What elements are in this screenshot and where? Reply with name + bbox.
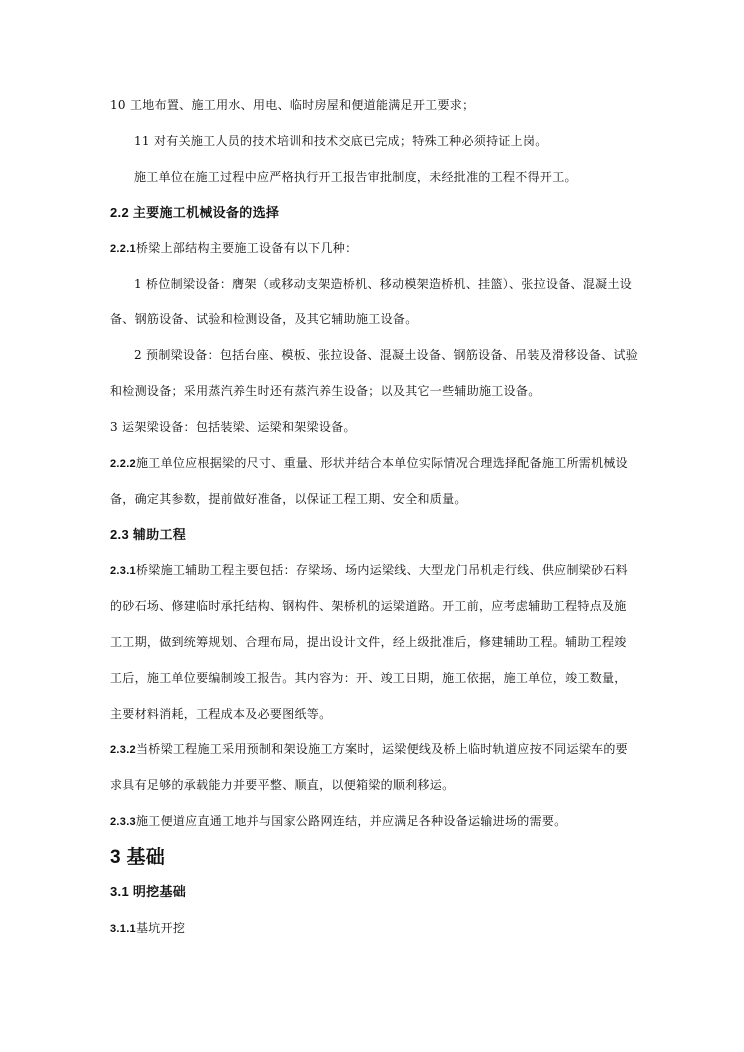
paragraph-line: 的砂石场、修建临时承托结构、钢构件、架桥机的运梁道路。开工前，应考虑辅助工程特点及施 [110,599,627,613]
clause-number: 2.3.2 [110,744,136,756]
section-heading-3-1: 3.1 明挖基础 [110,884,187,899]
paragraph-line [110,455,642,472]
section-heading-2-2: 2.2 主要施工机械设备的选择 [110,205,280,220]
subsection-heading-3-1-1 [110,920,642,937]
clause-text: 桥梁施工辅助工程主要包括：存梁场、场内运梁线、大型龙门吊机走行线、供应制梁砂石料 [135,563,628,577]
paragraph-line: 备、钢筋设备、试验和检测设备，及其它辅助施工设备。 [110,312,418,326]
paragraph-line: 和检测设备；采用蒸汽养生时还有蒸汽养生设备；以及其它一些辅助施工设备。 [110,384,541,398]
paragraph-line: 工工期，做到统筹规划、合理布局，提出设计文件，经上级批准后，修建辅助工程。辅助工程竣 [110,635,627,649]
clause-text: 桥梁上部结构主要施工设备有以下几种： [135,241,358,255]
paragraph-line: 2 预制梁设备：包括台座、模板、张拉设备、混凝土设备、钢筋设备、吊装及滑移设备、试验 [134,348,639,362]
paragraph-line [110,741,642,758]
clause-number: 3.1.1 [110,923,136,935]
clause-number: 2.3.3 [110,816,136,828]
paragraph-line: 主要材料消耗，工程成本及必要图纸等。 [110,707,332,721]
clause-number: 2.2.1 [110,243,136,255]
paragraph-line [110,562,642,579]
paragraph-line: 1 桥位制梁设备：膺架（或移动支架造桥机、移动模架造桥机、挂篮）、张拉设备、混凝土设 [134,277,633,291]
paragraph-line: 3 运架梁设备：包括装梁、运梁和架梁设备。 [110,420,356,434]
paragraph-line: 求具有足够的承载能力并要平整、顺直，以便箱梁的顺利移运。 [110,778,455,792]
clause-text: 当桥梁工程施工采用预制和架设施工方案时，运梁便线及桥上临时轨道应按不同运梁车的要 [135,742,628,756]
paragraph-line: 备，确定其参数，提前做好准备，以保证工程工期、安全和质量。 [110,492,467,506]
paragraph-line: 工后，施工单位要编制竣工报告。其内容为：开、竣工日期，施工依据，施工单位，竣工数量， [110,671,627,685]
paragraph-line: 施工单位在施工过程中应严格执行开工报告审批制度，未经批准的工程不得开工。 [134,170,577,184]
clause-number: 2.3.1 [110,565,136,577]
paragraph-line [110,813,642,830]
paragraph-line: 11 对有关施工人员的技术培训和技术交底已完成；特殊工种必须持证上岗。 [134,134,548,148]
section-heading-2-3: 2.3 辅助工程 [110,527,187,542]
chapter-heading-3: 3 基础 [110,847,166,868]
paragraph-line [110,240,642,257]
clause-number: 2.2.2 [110,458,136,470]
paragraph-line: 10 工地布置、施工用水、用电、临时房屋和便道能满足开工要求； [110,98,475,112]
clause-text: 施工单位应根据梁的尺寸、重量、形状并结合本单位实际情况合理选择配备施工所需机械设 [135,456,628,470]
clause-text: 施工便道应直通工地并与国家公路网连结，并应满足各种设备运输进场的需要。 [135,814,567,828]
clause-text: 基坑开挖 [135,921,186,935]
